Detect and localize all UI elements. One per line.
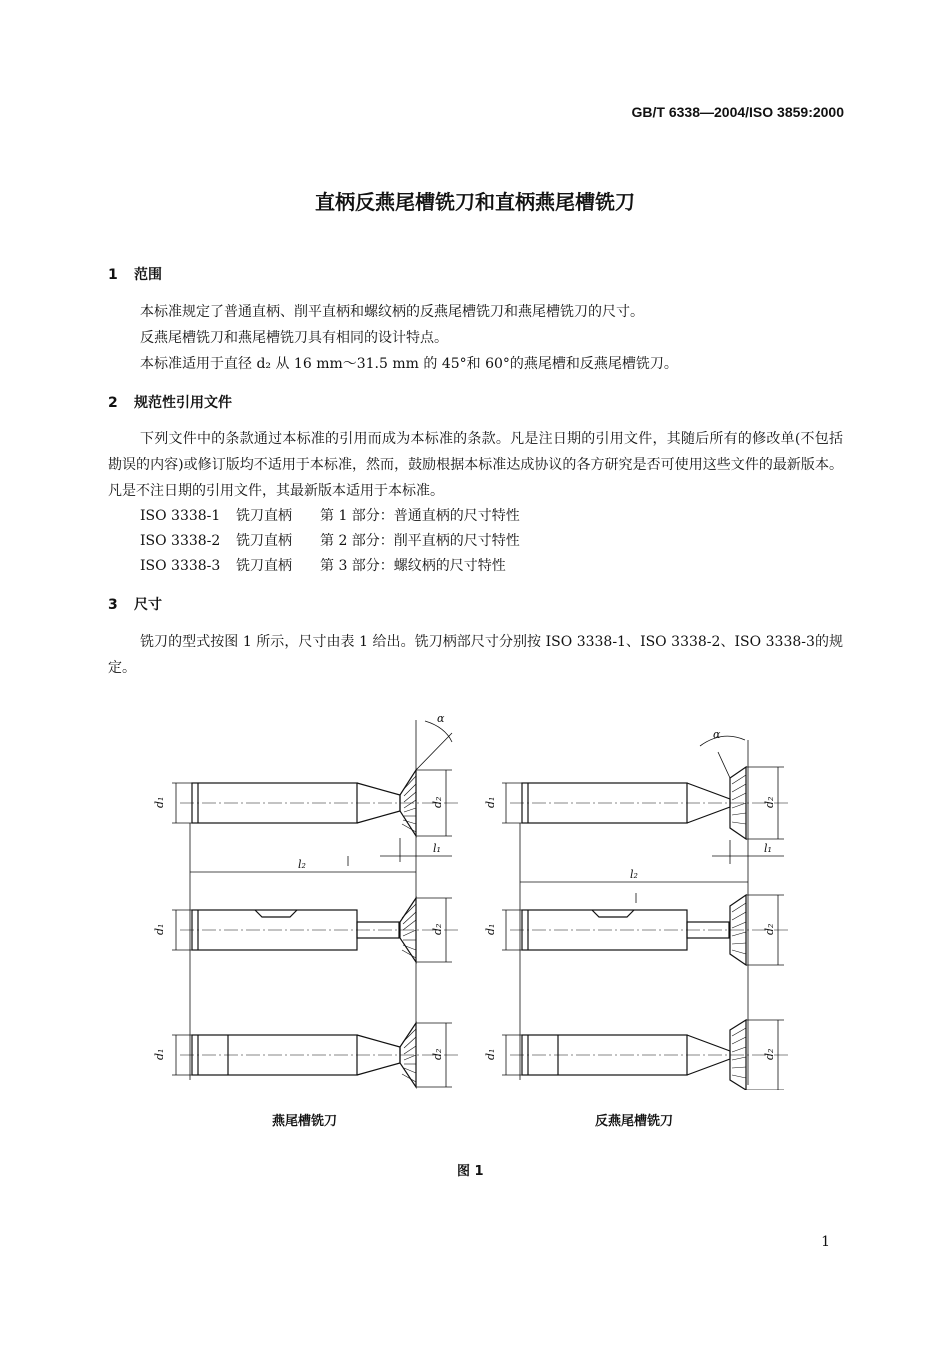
label-l1: l₁ [433,842,441,855]
normative-references-paragraph: 下列文件中的条款通过本标准的引用而成为本标准的条款。凡是注日期的引用文件，其随后所有的修改单(不包括勘误的内容)或修订版均不适用于本标准，然而，鼓励根据本标准达成协议的各方研究是否可使用这些文件的最新版本。凡是不注日期的引用文件，其最新版本适用于本标准。 [108,431,843,499]
label-d1: d₁ [484,796,497,808]
reference-item [140,505,520,525]
label-d1: d₁ [484,1048,497,1060]
label-d1: d₁ [153,1048,166,1060]
label-d2: d₂ [431,923,444,935]
section-2-heading [108,392,232,412]
label-d2: d₂ [431,796,444,808]
label-l2: l₂ [630,868,638,881]
label-d2: d₂ [763,923,776,935]
label-l2: l₂ [298,858,306,871]
reference-part: 第 3 部分：螺纹柄的尺寸特性 [320,558,506,574]
cutter-drawings-figure [0,690,950,1090]
dimensions-paragraph: 铣刀的型式按图 1 所示，尺寸由表 1 给出。铣刀柄部尺寸分别按 ISO 3338-1、ISO 3338-2、ISO 3338-3的规定。 [108,634,843,676]
reference-name: 铣刀直柄 [236,533,292,549]
scope-line-1: 本标准规定了普通直柄、削平直柄和螺纹柄的反燕尾槽铣刀和燕尾槽铣刀的尺寸。 [140,304,644,320]
left-cutter-plain-shank [180,770,460,836]
reference-name: 铣刀直柄 [236,558,292,574]
label-d1: d₁ [153,796,166,808]
standard-code: GB/T 6338—2004/ISO 3859:2000 [631,104,844,120]
section-title: 规范性引用文件 [134,395,232,411]
section-number: 1 [108,267,118,283]
reference-item [140,555,506,575]
left-cutter-flatted-shank [180,898,460,962]
label-alpha: α [437,712,445,725]
page-number: 1 [821,1234,830,1250]
reference-code: ISO 3338-1 [140,508,221,524]
section-title: 尺寸 [134,597,162,613]
reference-item [140,530,520,550]
section-1-heading [108,264,162,284]
reference-name: 铣刀直柄 [236,508,292,524]
label-l1: l₁ [764,842,772,855]
reference-part: 第 1 部分：普通直柄的尺寸特性 [320,508,520,524]
scope-line-2: 反燕尾槽铣刀和燕尾槽铣刀具有相同的设计特点。 [140,330,448,346]
section-3-heading [108,594,162,614]
label-d2: d₂ [431,1048,444,1060]
scope-line-3: 本标准适用于直径 d₂ 从 16 mm～31.5 mm 的 45°和 60°的燕尾槽和反燕尾槽铣刀。 [140,356,678,372]
right-dimension-lines [502,736,784,1090]
left-cutter-threaded-shank [180,1023,460,1087]
section-number: 2 [108,395,118,411]
label-alpha: α [713,728,721,741]
reference-part: 第 2 部分：削平直柄的尺寸特性 [320,533,520,549]
label-d2: d₂ [763,796,776,808]
caption-dovetail-cutter: 燕尾槽铣刀 [272,1114,338,1129]
caption-inverse-dovetail-cutter: 反燕尾槽铣刀 [595,1114,674,1129]
section-number: 3 [108,597,118,613]
reference-code: ISO 3338-3 [140,558,221,574]
label-d1: d₁ [484,923,497,935]
figure-label: 图 1 [457,1164,484,1179]
page-title: 直柄反燕尾槽铣刀和直柄燕尾槽铣刀 [315,190,635,214]
section-title: 范围 [134,267,162,283]
reference-code: ISO 3338-2 [140,533,221,549]
label-d1: d₁ [153,923,166,935]
label-d2: d₂ [763,1048,776,1060]
